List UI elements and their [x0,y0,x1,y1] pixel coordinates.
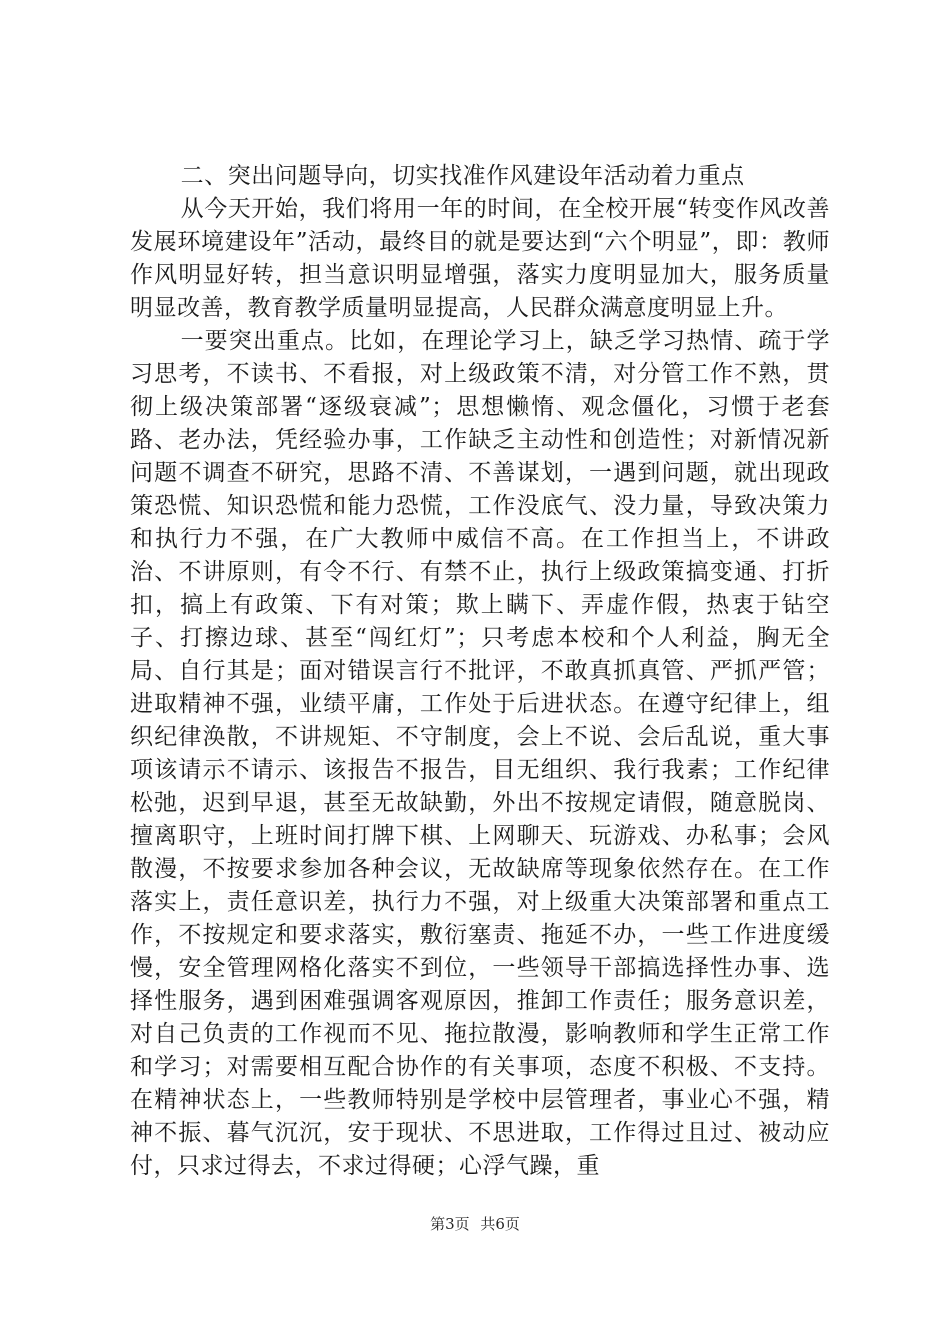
paragraph: 从今天开始，我们将用一年的时间，在全校开展“转变作风改善发展环境建设年”活动，最终目的就是要达到“六个明显”，即：教师作风明显好转，担当意识明显增强，落实力度明显加大，服务质量明显改善，教育教学质量明显提高，人民群众满意度明显上升。 [130,196,830,321]
page-footer [0,1213,950,1234]
document-body [130,160,830,1183]
page-number: 第3页 [430,1215,470,1233]
section-heading: 二、突出问题导向，切实找准作风建设年活动着力重点 [180,163,745,189]
page-total: 共6页 [480,1215,520,1233]
paragraph: 一要突出重点。比如，在理论学习上，缺乏学习热情、疏于学习思考，不读书、不看报，对上级政策不清，对分管工作不熟，贯彻上级决策部署“逐级衰减”；思想懒惰、观念僵化，习惯于老套路、老办法，凭经验办事，工作缺乏主动性和创造性；对新情况新问题不调查不研究，思路不清、不善谋划，一遇到问题，就出现政策恐慌、知识恐慌和能力恐慌，工作没底气、没力量，导致决策力和执行力不强，在广大教师中威信不高。在工作担当上，不讲政治、不讲原则，有令不行、有禁不止，执行上级政策搞变通、打折扣，搞上有政策、下有对策；欺上瞒下、弄虚作假，热衷于钻空子、打擦边球、甚至“闯红灯”；只考虑本校和个人利益，胸无全局、自行其是；面对错误言行不批评，不敢真抓真管、严抓严管；进取精神不强，业绩平庸，工作处于后进状态。在遵守纪律上，组织纪律涣散，不讲规矩、不守制度，会上不说、会后乱说，重大事项该请示不请示、该报告不报告，目无组织、我行我素；工作纪律松弛，迟到早退，甚至无故缺勤，外出不按规定请假，随意脱岗、擅离职守，上班时间打牌下棋、上网聊天、玩游戏、办私事；会风散漫，不按要求参加各种会议，无故缺席等现象依然存在。在工作落实上，责任意识差，执行力不强，对上级重大决策部署和重点工作，不按规定和要求落实，敷衍塞责、拖延不办，一些工作进度缓慢，安全管理网格化落实不到位，一些领导干部搞选择性办事、选择性服务，遇到困难强调客观原因，推卸工作责任；服务意识差，对自己负责的工作视而不见、拖拉散漫，影响教师和学生正常工作和学习；对需要相互配合协作的有关事项，态度不积极、不支持。在精神状态上，一些教师特别是学校中层管理者，事业心不强，精神不振、暮气沉沉，安于现状、不思进取，工作得过且过、被动应付，只求过得去，不求过得硬；心浮气躁，重 [130,328,830,1179]
